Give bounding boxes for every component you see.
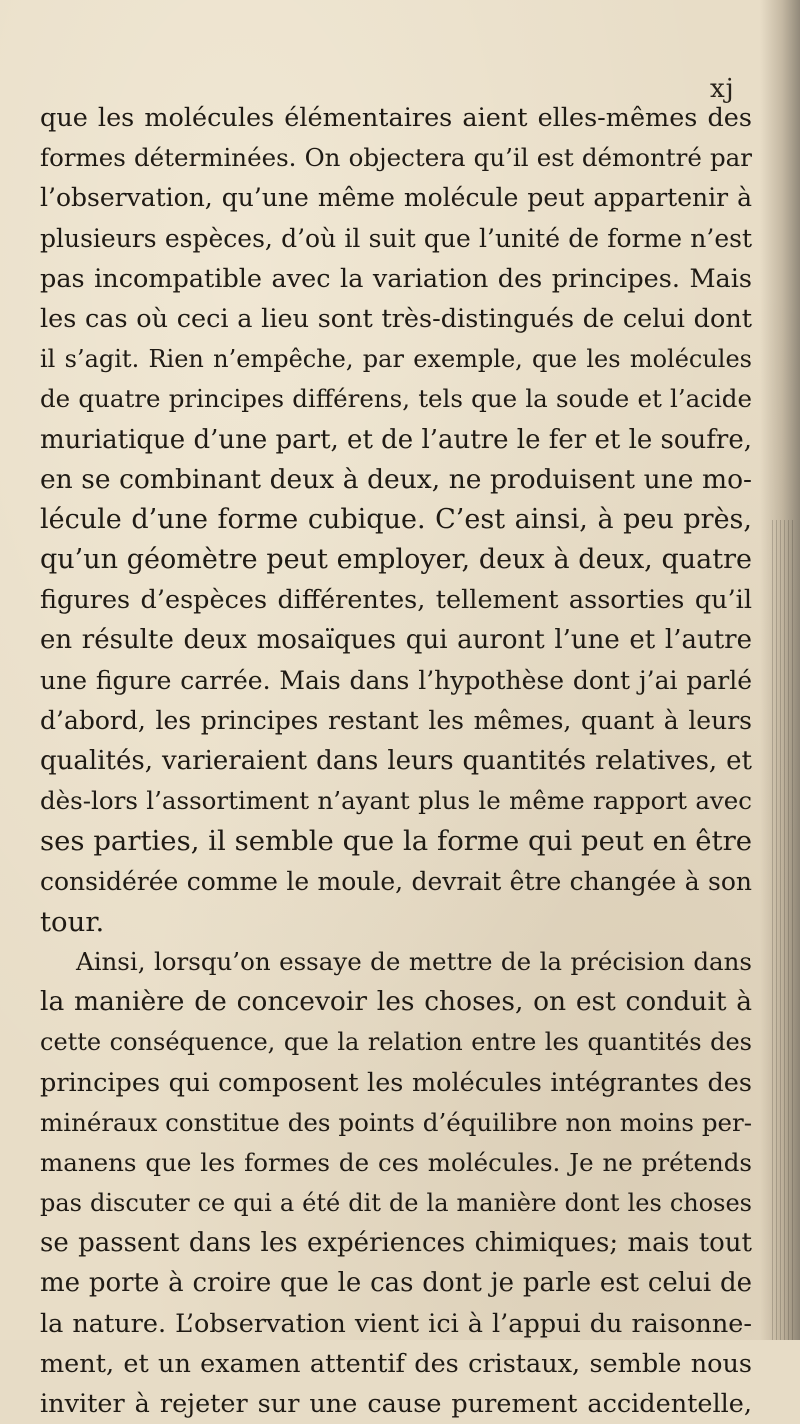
page-number: xj bbox=[710, 74, 735, 104]
text-line: ment, et un examen attentif des cristaux, semble nous bbox=[40, 1348, 752, 1379]
text-line: principes qui composent les molécules intégrantes des bbox=[40, 1067, 752, 1098]
text-line: il s’agit. Rien n’empêche, par exemple, que les molécules bbox=[40, 345, 752, 374]
page-edge-lines bbox=[772, 520, 794, 1340]
body-text bbox=[40, 98, 752, 1424]
text-line: lécule d’une forme cubique. C’est ainsi, à peu près, bbox=[40, 503, 752, 535]
text-line: manens que les formes de ces molécules. Je ne prétends bbox=[40, 1147, 752, 1177]
text-line: que les molécules élémentaires aient elles-mêmes des bbox=[40, 103, 752, 133]
text-line: dès-lors l’assortiment n’ayant plus le même rapport avec bbox=[40, 786, 752, 816]
text-line: de quatre principes différens, tels que la soude et l’acide bbox=[40, 384, 752, 414]
text-line: muriatique d’une part, et de l’autre le fer et le soufre, bbox=[40, 424, 752, 455]
text-line: en se combinant deux à deux, ne produisent une mo- bbox=[40, 463, 752, 495]
text-line: formes déterminées. On objectera qu’il est démontré par bbox=[40, 143, 752, 173]
text-line: les cas où ceci a lieu sont très-distingués de celui dont bbox=[40, 303, 752, 334]
text-line: plusieurs espèces, d’où il suit que l’unité de forme n’est bbox=[40, 223, 752, 253]
text-line: en résulte deux mosaïques qui auront l’une et l’autre bbox=[40, 625, 752, 656]
text-line: ses parties, il semble que la forme qui peut en être bbox=[40, 825, 752, 858]
text-line: pas incompatible avec la variation des principes. Mais bbox=[40, 263, 752, 294]
text-line: qualités, varieraient dans leurs quantités relatives, et bbox=[40, 746, 752, 776]
text-line: la nature. L’observation vient ici à l’appui du raisonne- bbox=[40, 1308, 752, 1339]
text-line: pas discuter ce qui a été dit de la manière dont les choses bbox=[40, 1189, 752, 1218]
text-line: cette conséquence, que la relation entre les quantités des bbox=[40, 1028, 752, 1057]
text-line: d’abord, les principes restant les mêmes, quant à leurs bbox=[40, 705, 752, 735]
text-line: l’observation, qu’une même molécule peut appartenir à bbox=[40, 183, 752, 213]
text-line: se passent dans les expériences chimiques; mais tout bbox=[40, 1228, 752, 1259]
text-line: une figure carrée. Mais dans l’hypothèse dont j’ai parlé bbox=[40, 665, 752, 695]
text-line: figures d’espèces différentes, tellement assorties qu’il bbox=[40, 585, 752, 616]
text-line: considérée comme le moule, devrait être changée à son bbox=[40, 866, 752, 896]
text-line: qu’un géomètre peut employer, deux à deux, quatre bbox=[40, 544, 752, 576]
text-line: minéraux constitue des points d’équilibre non moins per- bbox=[40, 1107, 752, 1137]
paragraph-end-line: tour. bbox=[40, 905, 105, 938]
text-line: inviter à rejeter sur une cause purement accidentelle, bbox=[40, 1389, 752, 1419]
paragraph-start-line: Ainsi, lorsqu’on essaye de mettre de la précision dans bbox=[76, 946, 752, 976]
text-line: me porte à croire que le cas dont je parle est celui de bbox=[40, 1268, 752, 1299]
text-line: la manière de concevoir les choses, on est conduit à bbox=[40, 986, 752, 1018]
